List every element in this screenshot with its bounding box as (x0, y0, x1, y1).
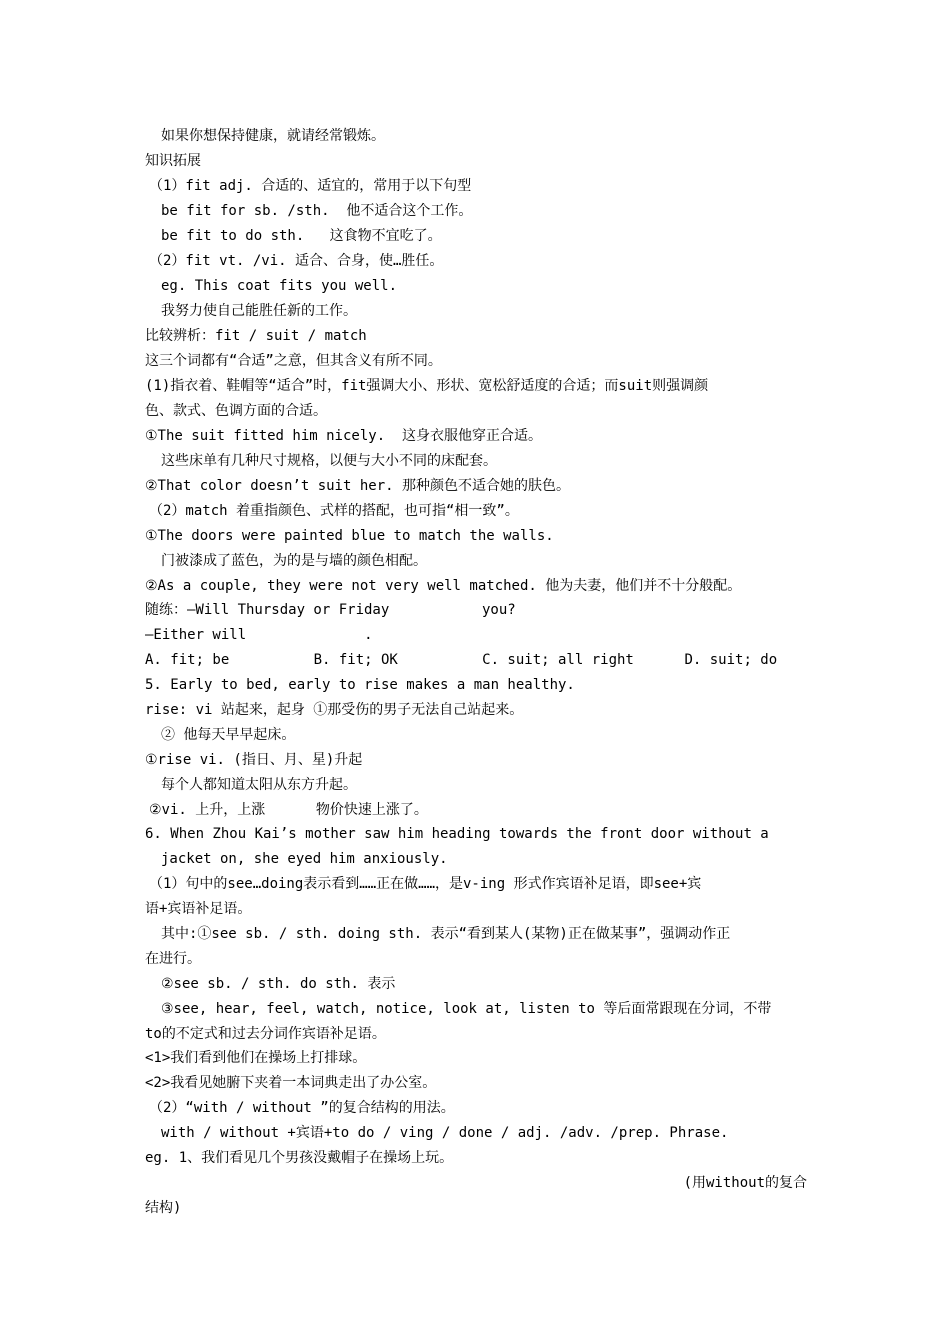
section-heading: 知识拓展 (145, 153, 201, 169)
text-line: （2）“with / without ”的复合结构的用法。 (149, 1100, 455, 1116)
text-line: 这三个词都有“合适”之意，但其含义有所不同。 (145, 353, 442, 369)
text-line: <1>我们看到他们在操场上打排球。 (145, 1050, 367, 1066)
text-line: rise: vi 站起来，起身 ①那受伤的男子无法自己站起来。 (145, 702, 524, 718)
section-heading: 5. Early to bed, early to rise makes a man healthy. (145, 677, 575, 693)
text-line: ①The doors were painted blue to match the walls. (145, 528, 554, 544)
text-line: 门被漆成了蓝色，为的是与墙的颜色相配。 (161, 553, 427, 569)
text-line: ①rise vi. (指日、月、星)升起 (145, 752, 363, 768)
text-line: 每个人都知道太阳从东方升起。 (161, 777, 357, 793)
text-line: ② 他每天早早起床。 (161, 727, 296, 743)
text-line: 结构) (145, 1200, 182, 1216)
text-line: ②vi. 上升，上涨 物价快速上涨了。 (149, 802, 428, 818)
text-line: （1）fit adj. 合适的、适宜的，常用于以下句型 (149, 178, 472, 194)
exercise-answer-line: —Either will . (145, 627, 373, 643)
text-line: to的不定式和过去分词作宾语补足语。 (145, 1026, 386, 1042)
text-line: jacket on, she eyed him anxiously. (161, 851, 448, 867)
text-line: 在进行。 (145, 951, 201, 967)
text-line: 色、款式、色调方面的合适。 (145, 403, 327, 419)
text-line: eg. 1、我们看见几个男孩没戴帽子在操场上玩。 (145, 1150, 454, 1166)
text-line: be fit for sb. /sth. 他不适合这个工作。 (161, 203, 473, 219)
text-line: ②As a couple, they were not very well matched. 他为夫妻，他们并不十分般配。 (145, 578, 742, 594)
text-line: ②That color doesn’t suit her. 那种颜色不适合她的肤色。 (145, 478, 570, 494)
text-line: ③see, hear, feel, watch, notice, look at, listen to 等后面常跟现在分词，不带 (161, 1001, 772, 1017)
section-heading: 比较辨析：fit / suit / match (145, 328, 367, 344)
text-line-right: (用without的复合 (683, 1175, 807, 1191)
text-line: （2）match 着重指颜色、式样的搭配，也可指“相一致”。 (149, 503, 519, 519)
exercise-question: 随练：—Will Thursday or Friday you? (145, 602, 516, 618)
text-line: ①The suit fitted him nicely. 这身衣服他穿正合适。 (145, 428, 542, 444)
exercise-options: A. fit; be B. fit; OK C. suit; all right D. suit; do (145, 652, 778, 668)
text-line: <2>我看见她腑下夹着一本词典走出了办公室。 (145, 1075, 437, 1091)
text-line: 我努力使自己能胜任新的工作。 (161, 303, 357, 319)
text-line: 语+宾语补足语。 (145, 901, 252, 917)
section-heading: 6. When Zhou Kai’s mother saw him heading towards the front door without a (145, 826, 769, 842)
text-line: with / without +宾语+to do / ving / done / adj. /adv. /prep. Phrase. (161, 1125, 729, 1141)
text-line: ②see sb. / sth. do sth. 表示 (161, 976, 396, 992)
text-line: 如果你想保持健康，就请经常锻炼。 (161, 128, 385, 144)
text-line: be fit to do sth. 这食物不宜吃了。 (161, 228, 442, 244)
text-line: 其中:①see sb. / sth. doing sth. 表示“看到某人(某物)正在做某事”，强调动作正 (161, 926, 731, 942)
text-line: (1)指衣着、鞋帽等“适合”时，fit强调大小、形状、宽松舒适度的合适；而suit则强调颜 (145, 378, 709, 394)
text-line: eg. This coat fits you well. (161, 278, 398, 294)
text-line: （1）句中的see…doing表示看到……正在做……，是v-ing 形式作宾语补足语，即see+宾 (149, 876, 702, 892)
text-line: （2）fit vt. /vi. 适合、合身，使…胜任。 (149, 253, 444, 269)
text-line: 这些床单有几种尺寸规格，以便与大小不同的床配套。 (161, 453, 497, 469)
